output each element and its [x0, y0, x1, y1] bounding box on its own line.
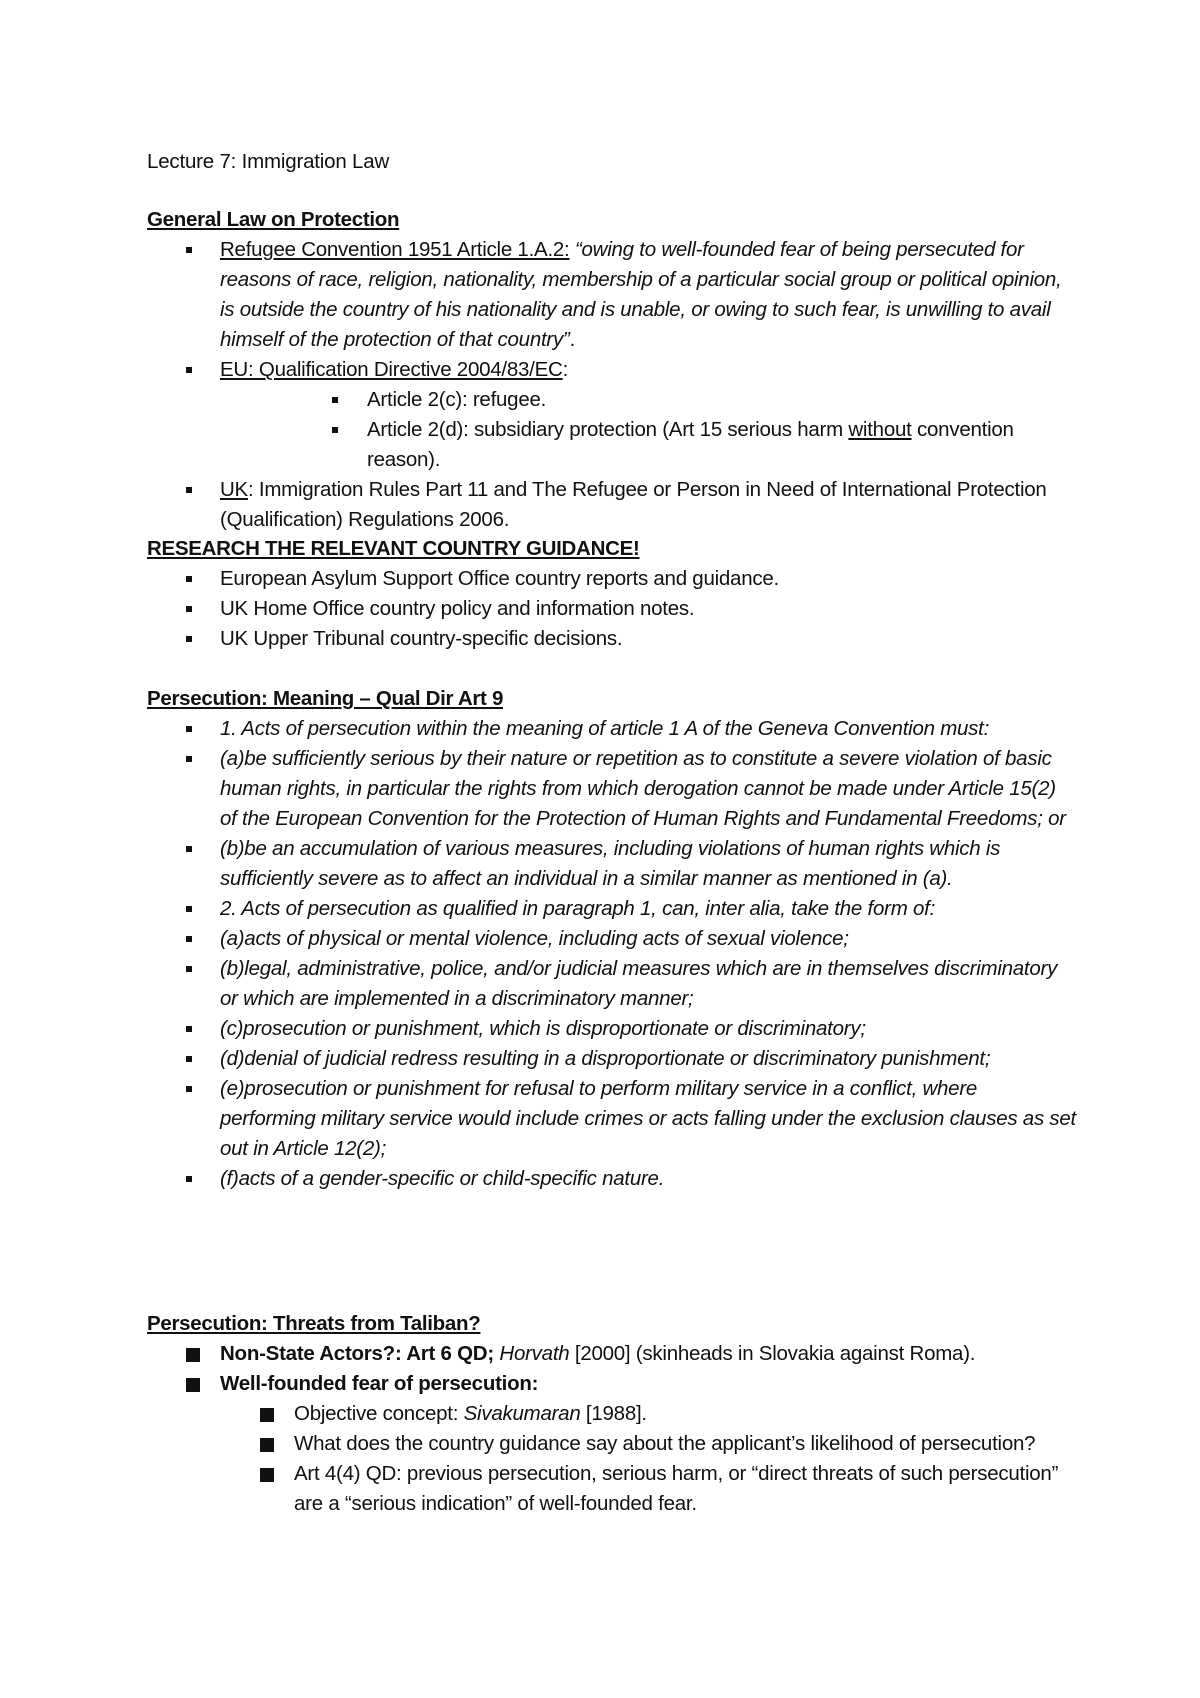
bullet-icon [186, 1176, 192, 1182]
list-item [147, 594, 1077, 624]
list-item-objective [147, 1399, 1077, 1429]
uk-label: UK [220, 478, 248, 501]
square-bullet-icon [260, 1408, 274, 1422]
list-item [147, 924, 1077, 954]
list-item-wellfounded [147, 1369, 1077, 1399]
bullet-icon [186, 576, 192, 582]
section-heading-meaning: Persecution: Meaning – Qual Dir Art 9 [147, 687, 504, 710]
wellfounded-bold: Well-founded fear of persecution: [220, 1372, 539, 1395]
list-item-eu [147, 355, 1077, 385]
bullet-icon [186, 936, 192, 942]
bullet-icon [332, 427, 338, 433]
list-item [147, 834, 1077, 894]
bullet-icon [186, 1026, 192, 1032]
list-item [147, 954, 1077, 1014]
eu-label: EU: Qualification Directive 2004/83/EC [220, 358, 563, 381]
list-item-text: (f)acts of a gender-specific or child-specific nature. [220, 1167, 665, 1190]
list-item-text: (c)prosecution or punishment, which is disproportionate or discriminatory; [220, 1017, 866, 1040]
bullet-icon [186, 367, 192, 373]
bullet-icon [186, 756, 192, 762]
country-guidance-text: What does the country guidance say about the applicant’s likelihood of persecution? [294, 1432, 1036, 1455]
list-item [147, 1014, 1077, 1044]
nonstate-rest: [2000] (skinheads in Slovakia against Roma). [569, 1342, 976, 1365]
square-bullet-icon [260, 1468, 274, 1482]
list-item [147, 564, 1077, 594]
list-item [147, 624, 1077, 654]
art44-text: Art 4(4) QD: previous persecution, serious harm, or “direct threats of such persecution” are a “serious indication” of well-founded fear. [294, 1462, 1059, 1515]
section-persecution-meaning [147, 684, 1077, 1194]
bullet-icon [186, 487, 192, 493]
nonstate-bold: Non-State Actors?: Art 6 QD; [220, 1342, 494, 1365]
bullet-icon [186, 846, 192, 852]
section-heading-research: RESEARCH THE RELEVANT COUNTRY GUIDANCE! [147, 537, 640, 560]
list-item-refugee-convention [147, 235, 1077, 355]
eu-sub2-underlined: without [848, 418, 912, 441]
list-item [147, 894, 1077, 924]
meaning-list [147, 714, 1077, 1194]
square-bullet-icon [186, 1378, 200, 1392]
eu-sub2-pre: Article 2(d): subsidiary protection (Art 15 serious harm [367, 418, 849, 441]
list-item-uk [147, 475, 1077, 535]
list-item [147, 1164, 1077, 1194]
bullet-icon [186, 247, 192, 253]
section-general-law [147, 205, 1077, 535]
list-item-eu-sub2 [147, 415, 1077, 475]
list-item [147, 714, 1077, 744]
refugee-convention-end: . [569, 328, 576, 351]
bullet-icon [186, 966, 192, 972]
list-item-country-guidance [147, 1429, 1077, 1459]
list-item-eu-sub1 [147, 385, 1077, 415]
section-research [147, 534, 1077, 654]
refugee-convention-quote: “owing to well-founded fear of being persecuted for reasons of race, religion, nationality, membership of a particular social group or political opinion, is outside the country of his nationality and is unable, or owing to such fear, is unwilling to avail himself of the protection of that country” [220, 238, 1062, 351]
list-item-text: (d)denial of judicial redress resulting in a disproportionate or discriminatory punishment; [220, 1047, 991, 1070]
bullet-icon [186, 1056, 192, 1062]
list-item [147, 1074, 1077, 1164]
list-item-text: (e)prosecution or punishment for refusal to perform military service in a conflict, where performing military service would include crimes or acts falling under the exclusion clauses as set out in Article 12(2); [220, 1077, 1076, 1160]
list-item-text: UK Upper Tribunal country-specific decisions. [220, 627, 623, 650]
threats-list [147, 1339, 1077, 1519]
list-item-text: (a)be sufficiently serious by their nature or repetition as to constitute a severe violation of basic human rights, in particular the rights from which derogation cannot be made under Article 15(2) of the European Convention for the Protection of Human Rights and Fundamental Freedoms; or [220, 747, 1066, 830]
research-list [147, 564, 1077, 654]
case-sivakumaran: Sivakumaran [463, 1402, 581, 1425]
eu-sub2-post: convention reason). [367, 418, 1014, 471]
list-item-text: (a)acts of physical or mental violence, including acts of sexual violence; [220, 927, 849, 950]
section-heading-general: General Law on Protection [147, 208, 400, 231]
eu-sub1-text: Article 2(c): refugee. [367, 388, 547, 411]
square-bullet-icon [186, 1348, 200, 1362]
list-item-text: UK Home Office country policy and information notes. [220, 597, 695, 620]
page-title: Lecture 7: Immigration Law [147, 150, 390, 173]
bullet-icon [186, 1086, 192, 1092]
general-list [147, 235, 1077, 535]
list-item-text: 1. Acts of persecution within the meaning of article 1 A of the Geneva Convention must: [220, 717, 990, 740]
refugee-convention-label: Refugee Convention 1951 Article 1.A.2: [220, 238, 570, 261]
bullet-icon [186, 726, 192, 732]
list-item-text: European Asylum Support Office country reports and guidance. [220, 567, 779, 590]
objective-pre: Objective concept: [294, 1402, 464, 1425]
bullet-icon [332, 397, 338, 403]
list-item [147, 1044, 1077, 1074]
section-heading-threats: Persecution: Threats from Taliban? [147, 1312, 481, 1335]
bullet-icon [186, 636, 192, 642]
square-bullet-icon [260, 1438, 274, 1452]
list-item [147, 744, 1077, 834]
list-item-text: (b)be an accumulation of various measures, including violations of human rights which is sufficiently severe as to affect an individual in a similar manner as mentioned in (a). [220, 837, 1001, 890]
bullet-icon [186, 606, 192, 612]
list-item-text: 2. Acts of persecution as qualified in paragraph 1, can, inter alia, take the form of: [220, 897, 936, 920]
bullet-icon [186, 906, 192, 912]
list-item-text: (b)legal, administrative, police, and/or judicial measures which are in themselves discriminatory or which are implemented in a discriminatory manner; [220, 957, 1058, 1010]
section-persecution-threats [147, 1309, 1077, 1519]
eu-colon: : [562, 358, 569, 381]
list-item-nonstate [147, 1339, 1077, 1369]
list-item-art44 [147, 1459, 1077, 1519]
case-horvath: Horvath [499, 1342, 570, 1365]
objective-post: [1988]. [580, 1402, 647, 1425]
uk-text: : Immigration Rules Part 11 and The Refugee or Person in Need of International Protection (Qualification) Regulations 2006. [220, 478, 1047, 531]
